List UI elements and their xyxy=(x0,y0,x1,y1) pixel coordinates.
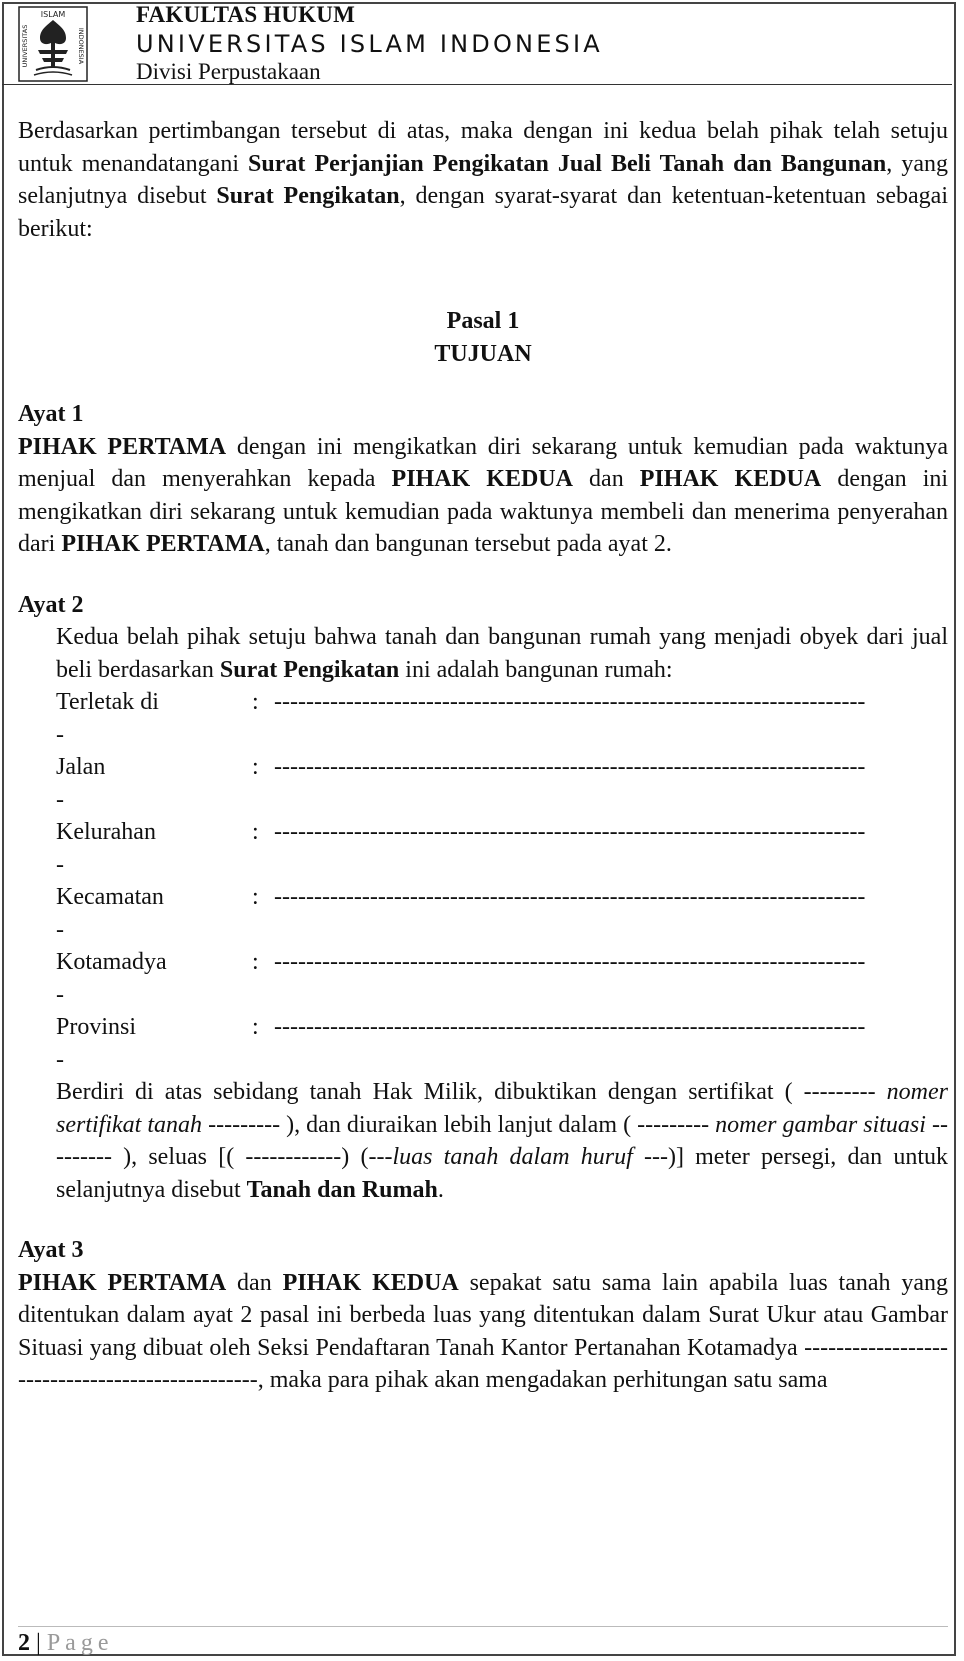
ayat-3-paragraph xyxy=(18,1267,948,1397)
placeholder-italic: nomer gambar situasi xyxy=(715,1111,926,1138)
ayat-text: sepakat satu sama lain apabila luas tanah yang ditentukan dalam ayat 2 pasal ini berbeda luas yang ditentukan dalam Surat Ukur atau Gambar Situasi yang dibuat oleh Seksi Pendaftaran Tanah Kantor Pertanahan Kotamadya ------------------------------------------------, maka para pihak akan mengadakan perhitungan satu sama xyxy=(18,1269,948,1393)
placeholder-italic: luas tanah dalam huruf xyxy=(392,1144,633,1170)
party-name: PIHAK PERTAMA xyxy=(18,433,227,460)
ayat-text: ---)] meter persegi, dan untuk selanjutnya disebut xyxy=(56,1144,948,1203)
ayat-2-block xyxy=(56,621,948,1206)
field-tail: - xyxy=(56,851,64,878)
page-footer xyxy=(18,1628,113,1658)
ayat-bold: Tanah dan Rumah xyxy=(246,1176,438,1203)
property-field xyxy=(56,1011,948,1076)
ayat-text: dengan ini mengikatkan diri sekarang untuk kemudian pada waktunya menjual dan menyerahkan kepada xyxy=(18,433,948,492)
institution-name: FAKULTAS HUKUM xyxy=(136,2,355,27)
university-logo-icon xyxy=(18,6,88,82)
field-label: Kelurahan xyxy=(56,819,156,845)
ayat-text: dengan ini mengikatkan diri sekarang untuk kemudian pada waktunya membeli dan menerima penyerahan dari xyxy=(18,466,949,557)
property-field xyxy=(56,881,948,946)
field-blank: -------------------------------------------------------------------------- xyxy=(274,754,866,780)
ayat-text: ini adalah bangunan rumah: xyxy=(399,656,673,683)
party-name: PIHAK KEDUA xyxy=(391,466,573,492)
placeholder-italic: nomer sertifikat tanah xyxy=(56,1079,948,1138)
ayat-text: . xyxy=(437,1176,444,1203)
division-name: Divisi Perpustakaan xyxy=(136,59,321,84)
ayat-text: Kedua belah pihak setuju bahwa tanah dan bangunan rumah yang menjadi obyek dari jual beli berdasarkan xyxy=(56,624,948,683)
pasal-title: TUJUAN xyxy=(434,340,532,367)
logo-text-right: INDONESIA xyxy=(77,27,85,65)
field-tail: - xyxy=(56,981,64,1008)
party-name: PIHAK KEDUA xyxy=(282,1269,459,1296)
footer-separator: | xyxy=(36,1630,41,1656)
ayat-text: Berdiri di atas sebidang tanah Hak Milik, dibuktikan dengan sertifikat ( --------- xyxy=(56,1079,887,1105)
ayat-text: dan xyxy=(572,466,640,492)
party-name: PIHAK PERTAMA xyxy=(18,1269,227,1296)
field-colon: : xyxy=(252,689,259,715)
party-name: PIHAK KEDUA xyxy=(639,466,822,492)
header-rule xyxy=(2,84,952,85)
ayat-2-paragraph xyxy=(56,621,948,686)
intro-bold: Surat Pengikatan xyxy=(216,183,400,209)
intro-bold: Surat Perjanjian Pengikatan Jual Beli Tanah dan Bangunan xyxy=(248,150,887,177)
field-label: Jalan xyxy=(56,754,106,780)
ayat-bold: Surat Pengikatan xyxy=(219,656,400,683)
property-field xyxy=(56,816,948,881)
intro-text: , dengan syarat-syarat dan ketentuan-ketentuan sebagai berikut: xyxy=(18,183,948,242)
intro-text: Berdasarkan pertimbangan tersebut di atas, maka dengan ini kedua belah pihak telah setuju untuk menandatangani xyxy=(18,118,948,177)
field-label: Kotamadya xyxy=(56,949,167,975)
field-colon: : xyxy=(252,949,259,975)
ayat-text: dan xyxy=(226,1269,283,1296)
property-field xyxy=(56,946,948,1011)
logo-text-left: UNIVERSITAS xyxy=(21,24,29,68)
field-tail: - xyxy=(56,786,64,813)
property-field xyxy=(56,686,948,751)
document-body xyxy=(18,115,948,1397)
field-blank: -------------------------------------------------------------------------- xyxy=(274,949,866,975)
field-blank: -------------------------------------------------------------------------- xyxy=(274,689,866,715)
party-name: PIHAK PERTAMA xyxy=(61,531,265,557)
field-blank: -------------------------------------------------------------------------- xyxy=(274,819,866,845)
pasal-number: Pasal 1 xyxy=(446,308,520,334)
ayat-1-heading: Ayat 1 xyxy=(18,401,84,427)
footer-rule xyxy=(18,1626,948,1627)
field-colon: : xyxy=(252,884,259,910)
ayat-3-heading: Ayat 3 xyxy=(18,1237,84,1263)
field-colon: : xyxy=(252,1014,259,1040)
field-tail: - xyxy=(56,916,64,943)
field-tail: - xyxy=(56,721,64,748)
logo-text-top: ISLAM xyxy=(40,10,66,19)
intro-paragraph xyxy=(18,115,948,245)
field-tail: - xyxy=(56,1046,64,1073)
property-field xyxy=(56,751,948,816)
field-blank: -------------------------------------------------------------------------- xyxy=(274,1014,866,1040)
field-blank: -------------------------------------------------------------------------- xyxy=(274,884,866,910)
letterhead xyxy=(136,2,603,84)
ayat-text: --------- ), dan diuraikan lebih lanjut dalam ( --------- xyxy=(202,1111,716,1138)
field-label: Terletak di xyxy=(56,689,159,715)
ayat-2-land-paragraph xyxy=(56,1076,948,1206)
ayat-text: , tanah dan bangunan tersebut pada ayat 2. xyxy=(264,531,672,557)
field-colon: : xyxy=(252,754,259,780)
page-number: 2 xyxy=(18,1630,30,1656)
page-label: Page xyxy=(46,1630,114,1656)
ayat-1-paragraph xyxy=(18,431,948,561)
field-label: Kecamatan xyxy=(56,884,164,910)
ayat-2-heading: Ayat 2 xyxy=(18,591,84,618)
intro-text: , yang selanjutnya disebut xyxy=(18,150,948,209)
university-name: UNIVERSITAS ISLAM INDONESIA xyxy=(136,30,603,58)
field-label: Provinsi xyxy=(56,1014,137,1040)
field-colon: : xyxy=(252,819,259,845)
ayat-text: --------- ), seluas [( ------------) (--- xyxy=(56,1111,948,1170)
